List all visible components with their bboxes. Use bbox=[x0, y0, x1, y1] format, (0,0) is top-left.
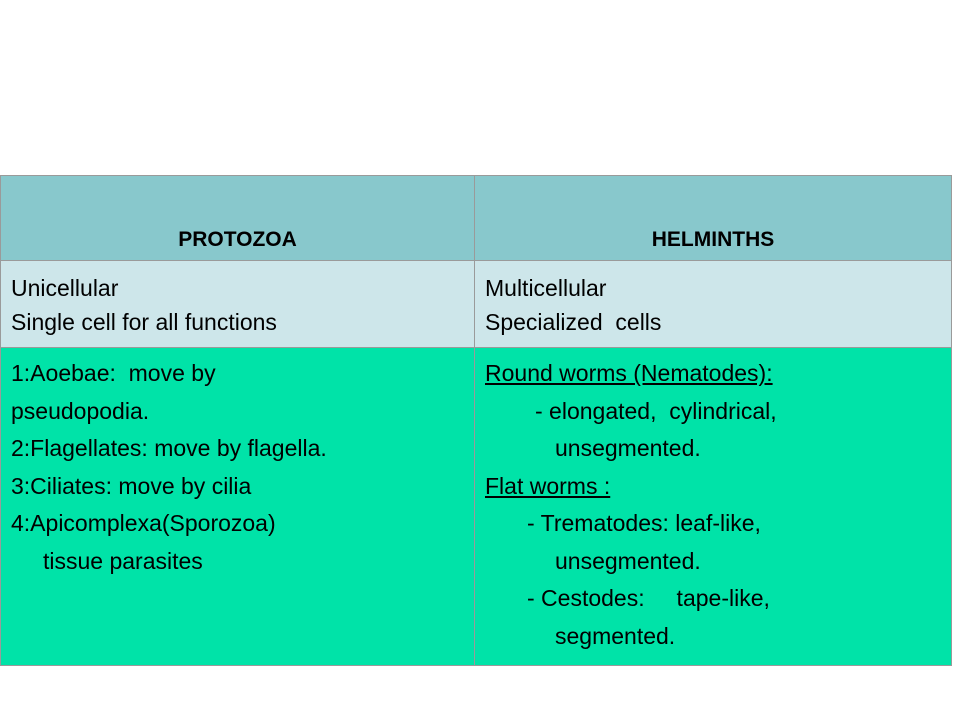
helminths-property: Multicellular bbox=[485, 275, 607, 301]
protozoa-types-cell bbox=[1, 348, 475, 666]
protozoa-property: Single cell for all functions bbox=[11, 309, 277, 335]
protozoa-type-line: pseudopodia. bbox=[11, 397, 150, 424]
round-worms-heading: Round worms (Nematodes): bbox=[485, 360, 773, 386]
trematodes-description: - Trematodes: leaf-like, bbox=[527, 510, 761, 536]
types-row bbox=[1, 348, 952, 666]
cestodes-description: segmented. bbox=[555, 622, 676, 649]
protozoa-type-line: 1:Aoebae: move by bbox=[11, 360, 216, 386]
properties-row bbox=[1, 261, 952, 348]
helminths-properties-cell bbox=[475, 261, 952, 348]
flat-worms-heading: Flat worms : bbox=[485, 472, 611, 499]
protozoa-properties-cell bbox=[1, 261, 475, 348]
protozoa-type-line: tissue parasites bbox=[43, 547, 203, 574]
helminths-property: Specialized cells bbox=[485, 309, 662, 335]
protozoa-property: Unicellular bbox=[11, 275, 119, 301]
protozoa-type-line: 3:Ciliates: move by cilia bbox=[11, 472, 252, 499]
trematodes-description: unsegmented. bbox=[555, 547, 701, 574]
header-helminths: HELMINTHS bbox=[475, 176, 952, 261]
comparison-table bbox=[0, 175, 952, 666]
protozoa-type-line: 4:Apicomplexa(Sporozoa) bbox=[11, 510, 276, 536]
round-worms-description: unsegmented. bbox=[555, 435, 701, 461]
protozoa-type-line: 2:Flagellates: move by flagella. bbox=[11, 435, 327, 461]
header-row bbox=[1, 176, 952, 261]
helminth-types-cell bbox=[475, 348, 952, 666]
cestodes-description: - Cestodes: tape-like, bbox=[527, 585, 770, 611]
header-protozoa: PROTOZOA bbox=[1, 176, 475, 261]
round-worms-description: - elongated, cylindrical, bbox=[535, 397, 777, 424]
